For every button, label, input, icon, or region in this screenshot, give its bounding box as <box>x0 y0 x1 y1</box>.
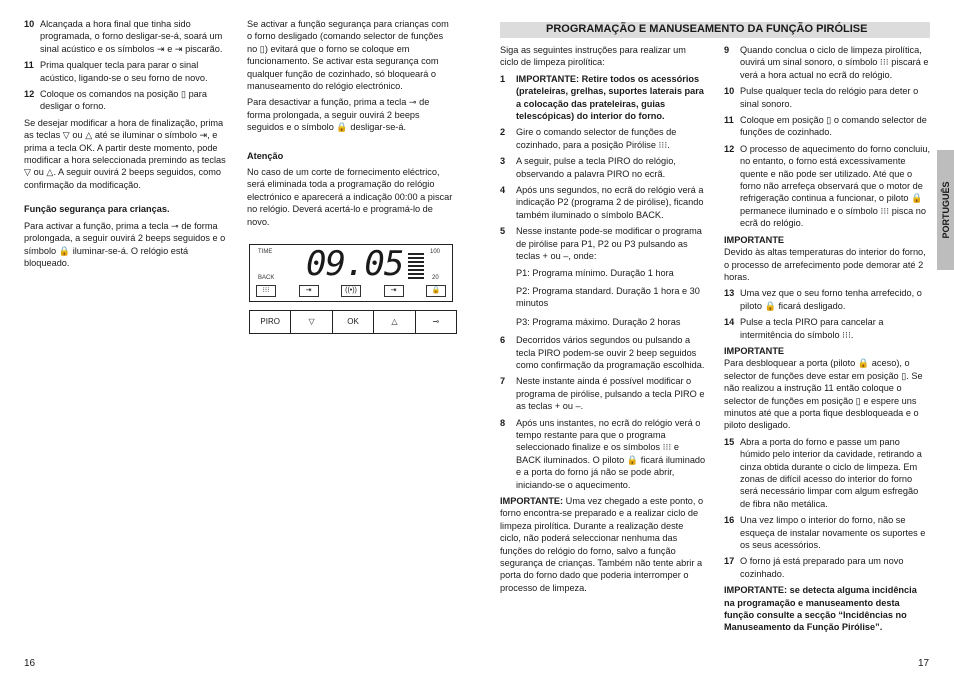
numbered-item <box>500 225 706 262</box>
display-symbols-row <box>256 285 446 297</box>
keypad-key: △ <box>374 311 415 333</box>
item-text: O processo de aquecimento do forno concluiu, no entanto, o forno está excessivamente quente e não pode ser utilizado. Até que o forno não arrefeça observará que o motor de refrigeração continua a funcionar, o piloto 🔒 permanece iluminado e o símbolo ⁝⁝⁝ pisca no ecrã do relógio. <box>740 143 930 229</box>
numbered-item <box>724 44 930 81</box>
item-text: O forno já está preparado para um novo cozinhado. <box>740 556 904 579</box>
item-text: Após uns instantes, no ecrã do relógio verá o tempo restante para que o programa seleccionado finalize e os símbolos ⁝⁝⁝ e BACK iluminados. O piloto 🔒 ficará iluminado e a porta do forno já não se pode abrir, iniciando-se o aquecimento. <box>516 417 706 490</box>
numbered-item <box>724 143 930 230</box>
section-heading: Função segurança para crianças. <box>24 204 170 215</box>
numbered-item <box>724 514 930 551</box>
numbered-item <box>500 375 706 412</box>
item-number: 2 <box>500 127 506 138</box>
program-option: P1: Programa mínimo. Duração 1 hora <box>516 267 674 278</box>
time-label: TIME <box>258 249 273 255</box>
item-number: 10 <box>724 86 735 97</box>
item-text: IMPORTANTE: Retire todos os acessórios (prateleiras, grelhas, suportes laterais para a colocação das prateleiras, guias telescópicas) do interior do forno. <box>516 73 704 122</box>
clock-display-illustration <box>249 244 453 302</box>
keypad-key: PIRO <box>250 311 291 333</box>
important-heading: IMPORTANTE <box>724 234 785 245</box>
item-text: Uma vez que o seu forno tenha arrefecido, o piloto 🔒 ficará desligado. <box>740 288 922 311</box>
item-text: Prima qualquer tecla para parar o sinal acústico, ligando-se o seu forno de novo. <box>40 60 208 83</box>
program-option: P3: Programa máximo. Duração 2 horas <box>516 316 681 327</box>
numbered-item <box>500 334 706 371</box>
page-number-right: 17 <box>918 658 930 669</box>
important-label: IMPORTANTE: <box>500 496 564 506</box>
item-number: 9 <box>724 45 730 55</box>
important-heading: IMPORTANTE <box>724 345 785 356</box>
section-title-bar <box>500 22 930 38</box>
display-symbol: ⁝⁝⁝ <box>256 285 276 297</box>
numbered-item <box>724 436 930 510</box>
final-important-note: IMPORTANTE: se detecta alguma incidência na programação e manuseamento desta função consulte a secção “Incidências no Manuseamento da Função Pirólise”. <box>724 585 917 633</box>
paragraph: Se activar a função segurança para crianças com o forno desligado (comando selector de funções no ▯) evitará que o forno se coloque em funcionamento. Se activar esta segurança com qualquer função de cozinhado, só bloqueará o manuseamento do relógio electrónico. <box>247 19 449 92</box>
item-number: 1 <box>500 73 506 84</box>
item-number: 16 <box>724 515 735 526</box>
back-label: BACK <box>258 275 275 281</box>
display-symbol: 🔒 <box>426 285 446 297</box>
keypad-key: ⊸ <box>432 317 440 326</box>
item-number: 6 <box>500 335 506 346</box>
paragraph: Para desactivar a função, prima a tecla ⊸ de forma prolongada, a seguir ouvirá 2 beeps seguidos e o símbolo 🔒 desligar-se-á. <box>247 97 430 133</box>
level-bars <box>408 253 424 281</box>
item-number: 12 <box>724 143 735 154</box>
paragraph: Devido às altas temperaturas do interior do forno, o processo de arrefecimento pode demorar até 2 horas. <box>724 247 926 282</box>
item-text: Neste instante ainda é possível modificar o programa de pirólise, pulsando a tecla PIRO e as teclas + ou –. <box>516 376 705 412</box>
keypad-key: ▽ <box>291 311 332 333</box>
numbered-item <box>500 184 706 221</box>
item-number: 5 <box>500 226 506 237</box>
item-text: Gire o comando selector de funções de cozinhado, para a posição Pirólise ⁝⁝⁝. <box>516 127 677 150</box>
numbered-item <box>724 287 930 312</box>
numbered-item <box>724 316 930 341</box>
important-text: Uma vez chegado a este ponto, o forno encontra-se preparado e a realizar ciclo de limpeza pirolítica. Durante a realização deste ciclo, não poderá seleccionar nenhuma das funções do relógio do forno, salvo a função segurança de crianças. Também não tente abrir a porta do forno dado que poderia interromper o processo de limpeza. <box>500 496 704 593</box>
numbered-item <box>724 114 930 139</box>
program-option: P2: Programa standard. Duração 1 hora e 30 minutos <box>516 285 700 309</box>
numbered-item <box>24 88 230 113</box>
item-number: 7 <box>500 376 506 387</box>
numbered-item <box>24 59 230 84</box>
item-text: Decorridos vários segundos ou pulsando a tecla PIRO podem-se ouvir 2 beep seguidos como confirmação da programação escolhida. <box>516 335 705 370</box>
item-number: 11 <box>24 60 34 71</box>
display-symbol: ⇥ <box>384 285 404 297</box>
level-bottom-label: 20 <box>432 275 439 281</box>
section-title: PROGRAMAÇÃO E MANUSEAMENTO DA FUNÇÃO PIRÓLISE <box>546 23 868 35</box>
item-number: 10 <box>24 19 35 29</box>
item-text: Coloque os comandos na posição ▯ para desligar o forno. <box>40 89 207 112</box>
item-number: 3 <box>500 156 506 167</box>
item-text: Pulse a tecla PIRO para cancelar a intermitência do símbolo ⁝⁝⁝. <box>740 317 884 340</box>
numbered-item <box>724 555 930 580</box>
left-column-1 <box>24 18 230 273</box>
item-number: 15 <box>724 436 735 447</box>
section-heading: Atenção <box>247 150 284 161</box>
keypad-illustration <box>249 310 457 334</box>
item-text: Coloque em posição ▯ o comando selector de funções de cozinhado. <box>740 115 927 138</box>
clock-digits: 09.05 <box>306 244 404 284</box>
item-text: Quando conclua o ciclo de limpeza pirolítica, ouvirá um sinal sonoro, o símbolo ⁝⁝⁝ piscará e verá a hora actual no ecrã do relógio. <box>740 45 929 80</box>
item-text: Una vez limpo o interior do forno, não se esqueça de instalar novamente os suportes e os seus acessórios. <box>740 515 926 551</box>
item-text: Após uns segundos, no ecrã do relógio verá a indicação P2 (programa 2 de pirólise), ficando também iluminado o símbolo BACK. <box>516 185 704 220</box>
display-symbol: ((•)) <box>341 285 361 297</box>
item-text: Alcançada a hora final que tinha sido programada, o forno desligar-se-á, soará um sinal acústico e os símbolos ⇥ e ⇥ piscarão. <box>40 19 223 54</box>
keypad-key: OK <box>333 311 374 333</box>
item-number: 17 <box>724 556 735 567</box>
item-number: 13 <box>724 288 735 299</box>
display-symbol: ⇥ <box>299 285 319 297</box>
item-text: Pulse qualquer tecla do relógio para deter o sinal sonoro. <box>740 86 919 109</box>
item-number: 11 <box>724 115 734 126</box>
item-number: 14 <box>724 317 735 328</box>
language-tab <box>937 150 954 270</box>
numbered-item <box>500 417 706 491</box>
item-number: 8 <box>500 417 506 428</box>
paragraph: Se desejar modificar a hora de finalização, prima as teclas ▽ ou △ até se iluminar o símbolo ⇥, e prima a tecla OK. A partir deste momento, pode modificar a hora seleccionada premindo as teclas ▽ ou △. A seguir ouvirá 2 beeps seguidos, como confirmação da modificação. <box>24 117 226 190</box>
language-tab-label: PORTUGUÊS <box>940 181 951 239</box>
numbered-item <box>24 18 230 55</box>
item-text: Abra a porta do forno e passe um pano húmido pelo interior da cavidade, retirando a cinza obtida durante o ciclo de limpeza. Em zonas de difícil acesso do interior do forno será necessário limpar com algum esfregão de fibra não metálica. <box>740 436 922 509</box>
numbered-item <box>500 155 706 180</box>
numbered-item <box>500 73 706 123</box>
item-number: 4 <box>500 185 506 196</box>
item-text: A seguir, pulse a tecla PIRO do relógio, observando a palavra PIRO no ecrã. <box>516 156 676 179</box>
right-column-2 <box>724 44 930 638</box>
paragraph: Para desbloquear a porta (piloto 🔒 aceso), o selector de funções deve estar em posição ▯. Se não realizou a instrução 11 então coloque o selector de funções em posição ▯ e espere uns minutos até que a porta fique desbloqueada e o piloto desligado. <box>724 358 923 431</box>
intro-paragraph: Siga as seguintes instruções para realizar um ciclo de limpeza pirolítica: <box>500 45 686 68</box>
numbered-item <box>500 126 706 151</box>
paragraph: No caso de um corte de fornecimento eléctrico, será eliminada toda a programação do relógio electrónico e aparecerá a indicação 00:00 a piscar no relógio. Deverá acertá-lo e programá-lo de novo. <box>247 167 453 227</box>
item-text: Nesse instante pode-se modificar o programa de pirólise para P1, P2 ou P3 pulsando as teclas + ou –, onde: <box>516 226 702 262</box>
page-number-left: 16 <box>24 658 36 669</box>
level-top-label: 100 <box>430 249 441 255</box>
left-column-2 <box>247 18 453 232</box>
right-column-1 <box>500 44 706 598</box>
numbered-item <box>724 85 930 110</box>
paragraph: Para activar a função, prima a tecla ⊸ de forma prolongada, a seguir ouvirá 2 beeps seguidos e o símbolo 🔒 iluminar-se-á. O relógio está bloqueado. <box>24 220 226 268</box>
item-number: 12 <box>24 89 35 100</box>
